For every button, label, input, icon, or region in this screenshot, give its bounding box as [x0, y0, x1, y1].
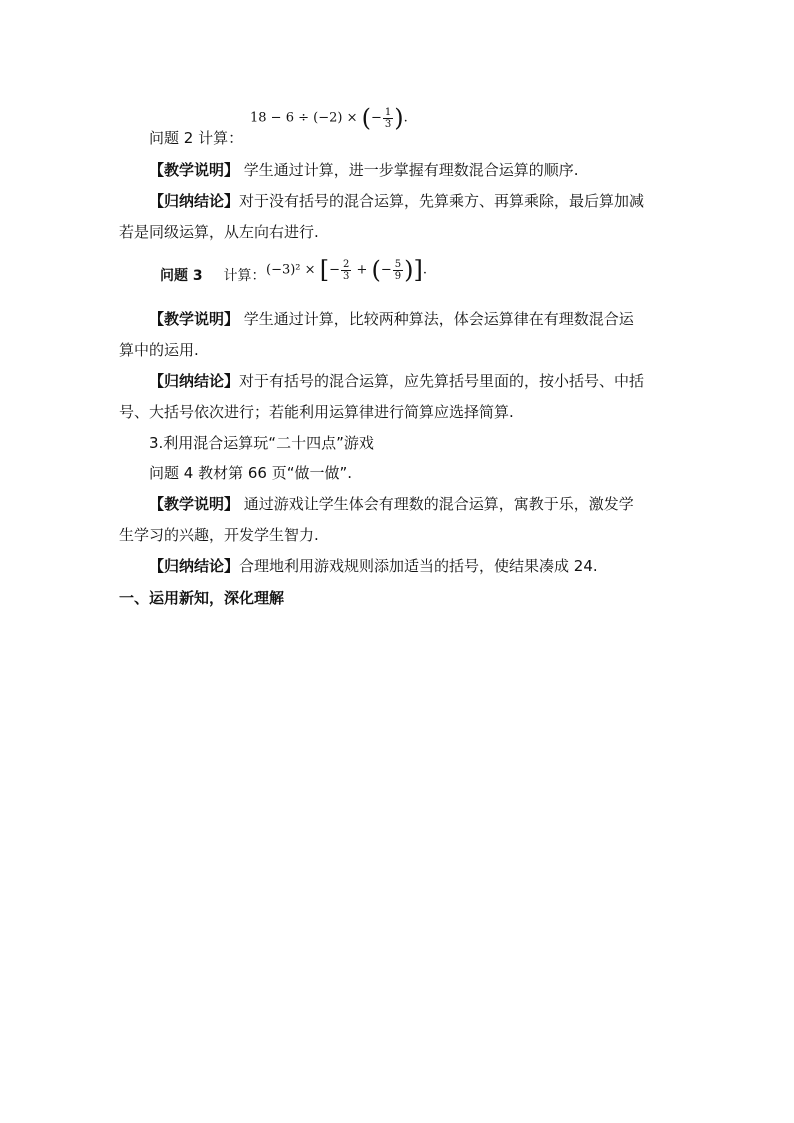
fraction-one-third: $\frac{1}{3}$	[384, 106, 392, 130]
p2-summary: 【归纳结论】对于没有括号的混合运算，先算乘方、再算乘除，最后算加减	[149, 192, 645, 210]
p2-summary-cont: 若是同级运算，从左向右进行.	[119, 223, 319, 241]
explain-tag: 【教学说明】	[149, 310, 240, 328]
summary-tag: 【归纳结论】	[149, 372, 240, 390]
left-bracket: (	[361, 104, 371, 132]
problem3-expr-prefix: (−3)² ×	[266, 262, 316, 278]
p4-explain: 【教学说明】 通过游戏让学生体会有理数的混合运算，寓教于乐，激发学	[149, 495, 634, 513]
problem3-calc: 计算：	[223, 268, 266, 284]
p4-explain-cont: 生学习的兴趣，开发学生智力.	[119, 526, 319, 544]
problem2-label: 问题 2 计算：	[149, 129, 244, 147]
problem3-line	[160, 266, 266, 286]
fraction-five-ninths: $\frac{5}{9}$	[394, 258, 402, 282]
problem2-expr-prefix: 18 − 6 ÷ (−2) ×	[250, 110, 358, 126]
problem3-expression: (−3)² × [− $\frac{2}{3}$ + (− $\frac{5}{9}$ )].	[266, 256, 428, 284]
fraction-two-thirds: $\frac{2}{3}$	[342, 258, 350, 282]
p3-summary-cont: 号、大括号依次进行；若能利用运算律进行简算应选择简算.	[119, 403, 514, 421]
section3-heading: 3.利用混合运算玩“二十四点”游戏	[149, 434, 374, 452]
p3-explain-cont: 算中的运用.	[119, 341, 199, 359]
p3-explain: 【教学说明】 学生通过计算，比较两种算法，体会运算律在有理数混合运	[149, 310, 634, 328]
p4-summary: 【归纳结论】合理地利用游戏规则添加适当的括号，使结果凑成 24.	[149, 557, 598, 575]
problem2-expression: 18 − 6 ÷ (−2) × (− $\frac{1}{3}$ ).	[250, 104, 408, 132]
p3-summary: 【归纳结论】对于有括号的混合运算，应先算括号里面的，按小括号、中括	[149, 372, 645, 390]
summary-tag: 【归纳结论】	[149, 557, 240, 575]
right-bracket: )	[394, 104, 404, 132]
problem4: 问题 4 教材第 66 页“做一做”.	[149, 464, 353, 482]
section-heading: 一、运用新知，深化理解	[119, 589, 285, 607]
summary-tag: 【归纳结论】	[149, 192, 240, 210]
explain-tag: 【教学说明】	[149, 161, 240, 179]
problem3-label: 问题 3	[160, 268, 203, 284]
explain-tag: 【教学说明】	[149, 495, 240, 513]
p2-explain: 【教学说明】 学生通过计算，进一步掌握有理数混合运算的顺序.	[149, 161, 579, 179]
